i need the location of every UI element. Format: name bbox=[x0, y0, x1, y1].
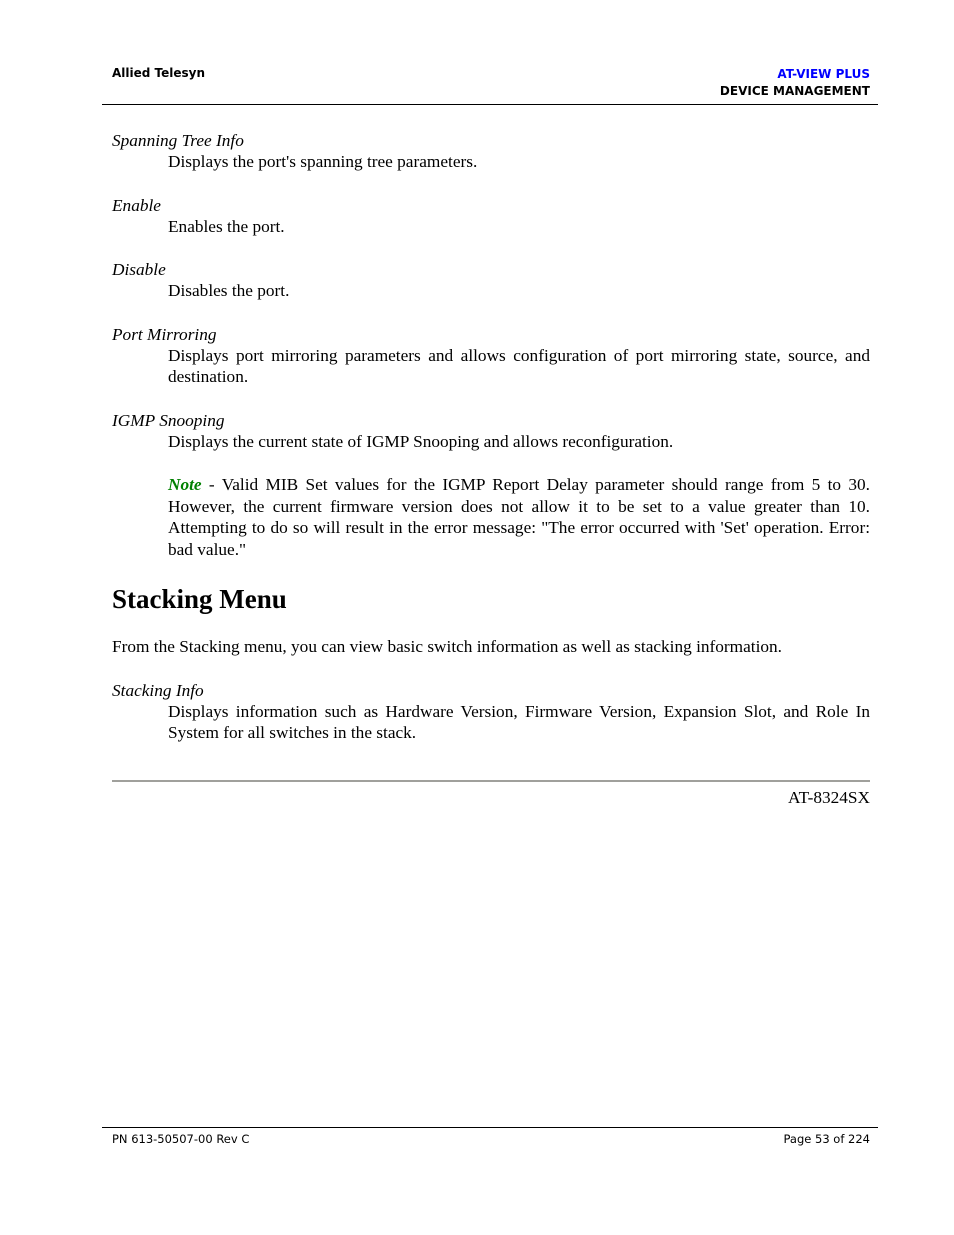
entry-desc: Disables the port. bbox=[168, 281, 290, 300]
entry-port-mirroring bbox=[112, 324, 870, 388]
section-title: Stacking Menu bbox=[112, 584, 287, 614]
entry-spanning-tree-info bbox=[112, 130, 870, 173]
header-section: DEVICE MANAGEMENT bbox=[719, 84, 870, 98]
header-company: Allied Telesyn bbox=[112, 66, 206, 80]
entry-term: Spanning Tree Info bbox=[112, 131, 244, 150]
note-label: Note bbox=[168, 475, 202, 494]
entry-desc: Displays the current state of IGMP Snooping and allows reconfiguration. bbox=[168, 431, 674, 451]
footer-page-number: Page 53 of 224 bbox=[783, 1132, 870, 1146]
header-divider bbox=[102, 104, 878, 105]
header-right bbox=[720, 66, 870, 100]
content-footer-divider bbox=[112, 780, 870, 782]
footer-part-number: PN 613-50507-00 Rev C bbox=[112, 1132, 250, 1146]
entry-term: Stacking Info bbox=[112, 680, 204, 700]
note-text: - Valid MIB Set values for the IGMP Report Delay parameter should range from 5 to 30. However, the current firmware version does not allow it to be set to a value greater than 10. Attempting to do so will result in the error message: "The error occurred with 'Set' operation. Error: bad value." bbox=[168, 475, 870, 559]
entry-term: Port Mirroring bbox=[112, 324, 217, 344]
header-product: AT-VIEW PLUS bbox=[777, 67, 870, 81]
footer-divider bbox=[102, 1127, 878, 1128]
note-paragraph bbox=[168, 474, 870, 560]
entry-term: Enable bbox=[112, 195, 161, 215]
entry-disable bbox=[112, 259, 870, 302]
entry-enable bbox=[112, 195, 870, 238]
entry-desc: Displays information such as Hardware Version, Firmware Version, Expansion Slot, and Role In System for all switches in the stack. bbox=[168, 701, 870, 742]
entry-desc: Enables the port. bbox=[168, 216, 285, 236]
entry-igmp-snooping bbox=[112, 410, 870, 561]
model-label: AT-8324SX bbox=[788, 788, 870, 807]
entry-term: IGMP Snooping bbox=[112, 410, 225, 430]
section-intro: From the Stacking menu, you can view basic switch information as well as stacking information. bbox=[112, 637, 782, 656]
entry-desc: Displays port mirroring parameters and allows configuration of port mirroring state, source, and destination. bbox=[168, 345, 870, 386]
entry-stacking-info bbox=[112, 680, 870, 744]
entry-desc: Displays the port's spanning tree parameters. bbox=[168, 152, 478, 171]
entry-term: Disable bbox=[112, 260, 166, 279]
page-content bbox=[112, 130, 870, 744]
